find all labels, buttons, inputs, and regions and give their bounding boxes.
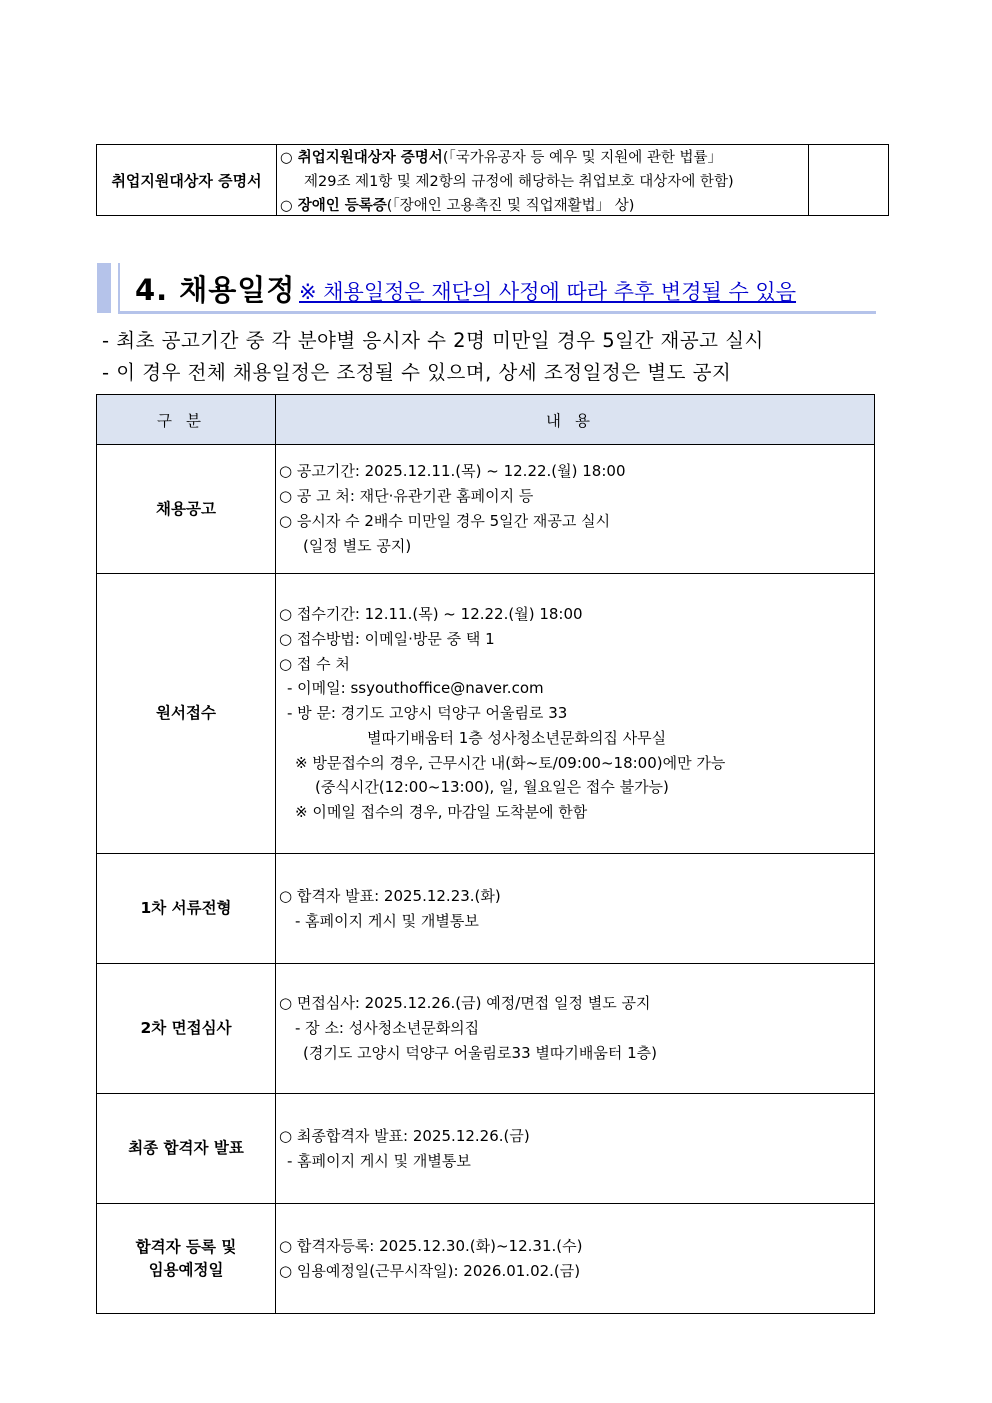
table-row bbox=[97, 445, 875, 574]
content-line: - 장 소: 성사청소년문화의집 bbox=[295, 1019, 480, 1038]
row-label: 최종 합격자 발표 bbox=[97, 1094, 276, 1204]
row-content bbox=[276, 854, 875, 964]
certificate-line-3 bbox=[280, 194, 808, 218]
content-line: ○ 최종합격자 발표: 2025.12.26.(금) bbox=[279, 1126, 530, 1145]
content-line: ○ 합격자 발표: 2025.12.23.(화) bbox=[279, 886, 501, 905]
header-cell-category: 구분 bbox=[97, 395, 276, 445]
content-line: 별따기배움터 1층 성사청소년문화의집 사무실 bbox=[367, 728, 667, 747]
content-line: (일정 별도 공지) bbox=[303, 536, 412, 555]
section-title: 4. 채용일정 bbox=[135, 273, 296, 307]
header-cell-content: 내용 bbox=[276, 395, 875, 445]
row-content bbox=[276, 1204, 875, 1314]
content-line: - 방 문: 경기도 고양시 덕양구 어울림로 33 bbox=[287, 704, 568, 723]
section-marker-bar bbox=[97, 263, 111, 313]
table-row bbox=[97, 574, 875, 854]
row-label: 원서접수 bbox=[97, 574, 276, 854]
certificate-content bbox=[277, 145, 809, 215]
content-line: ※ 이메일 접수의 경우, 마감일 도착분에 한함 bbox=[295, 803, 588, 822]
certificate-empty-cell bbox=[809, 145, 888, 215]
row-label: 1차 서류전형 bbox=[97, 854, 276, 964]
table-row bbox=[97, 1204, 875, 1314]
table-row bbox=[97, 854, 875, 964]
certificate-line-2: 제29조 제1항 및 제2항의 규정에 해당하는 취업보호 대상자에 한함) bbox=[304, 174, 734, 190]
content-line: ○ 접 수 처 bbox=[279, 654, 350, 673]
content-line: ○ 접수기간: 12.11.(목) ~ 12.22.(월) 18:00 bbox=[279, 604, 583, 623]
table-row bbox=[97, 964, 875, 1094]
content-line: - 홈페이지 게시 및 개별통보 bbox=[295, 911, 479, 930]
content-line: (경기도 고양시 덕양구 어울림로33 별따기배움터 1층) bbox=[303, 1043, 657, 1062]
table-header-row bbox=[97, 395, 875, 445]
content-line: - 이메일: ssyouthoffice@naver.com bbox=[287, 679, 544, 698]
certificate-line-3-bold: ○ 장애인 등록증 bbox=[280, 198, 387, 214]
section-marker-line bbox=[118, 263, 120, 311]
content-line: ○ 임용예정일(근무시작일): 2026.01.02.(금) bbox=[279, 1261, 581, 1280]
row-label bbox=[97, 1204, 276, 1314]
certificate-label: 취업지원대상자 증명서 bbox=[97, 145, 277, 215]
row-content bbox=[276, 445, 875, 574]
certificate-line-1-rest: (「국가유공자 등 예우 및 지원에 관한 법률」 bbox=[442, 150, 723, 166]
bullet-item: - 이 경우 전체 채용일정은 조정될 수 있으며, 상세 조정일정은 별도 공지 bbox=[102, 361, 732, 384]
section-note: ※ 채용일정은 재단의 사정에 따라 추후 변경될 수 있음 bbox=[299, 280, 797, 304]
bullet-item: - 최초 공고기간 중 각 분야별 응시자 수 2명 미만일 경우 5일간 재공고 실시 bbox=[102, 329, 764, 352]
content-line: (중식시간(12:00~13:00), 일, 월요일은 접수 불가능) bbox=[315, 778, 669, 797]
row-label: 2차 면접심사 bbox=[97, 964, 276, 1094]
content-line: ○ 응시자 수 2배수 미만일 경우 5일간 재공고 실시 bbox=[279, 512, 611, 530]
row-label-line: 합격자 등록 및 bbox=[135, 1237, 237, 1256]
content-line: ○ 공 고 처: 재단·유관기관 홈페이지 등 bbox=[279, 487, 534, 506]
row-content bbox=[276, 1094, 875, 1204]
certificate-line-1 bbox=[280, 146, 808, 170]
table-row bbox=[97, 1094, 875, 1204]
content-line: - 홈페이지 게시 및 개별통보 bbox=[287, 1151, 471, 1170]
certificate-line-3-rest: (「장애인 고용촉진 및 직업재활법」 상) bbox=[386, 198, 635, 214]
row-label-line: 임용예정일 bbox=[148, 1260, 224, 1279]
certificate-line-1-bold: ○ 취업지원대상자 증명서 bbox=[280, 150, 443, 166]
content-line: ※ 방문접수의 경우, 근무시간 내(화~토/09:00~18:00)에만 가능 bbox=[295, 753, 726, 772]
schedule-table bbox=[96, 394, 875, 1314]
row-content bbox=[276, 574, 875, 854]
row-label: 채용공고 bbox=[97, 445, 276, 574]
section-underline bbox=[118, 311, 876, 314]
row-content bbox=[276, 964, 875, 1094]
content-line: ○ 면접심사: 2025.12.26.(금) 예정/면접 일정 별도 공지 bbox=[279, 994, 651, 1013]
content-line: ○ 공고기간: 2025.12.11.(목) ~ 12.22.(월) 18:00 bbox=[279, 462, 626, 481]
content-line: ○ 합격자등록: 2025.12.30.(화)~12.31.(수) bbox=[279, 1236, 583, 1255]
certificate-table bbox=[96, 144, 889, 216]
content-line: ○ 접수방법: 이메일·방문 중 택 1 bbox=[279, 629, 495, 648]
